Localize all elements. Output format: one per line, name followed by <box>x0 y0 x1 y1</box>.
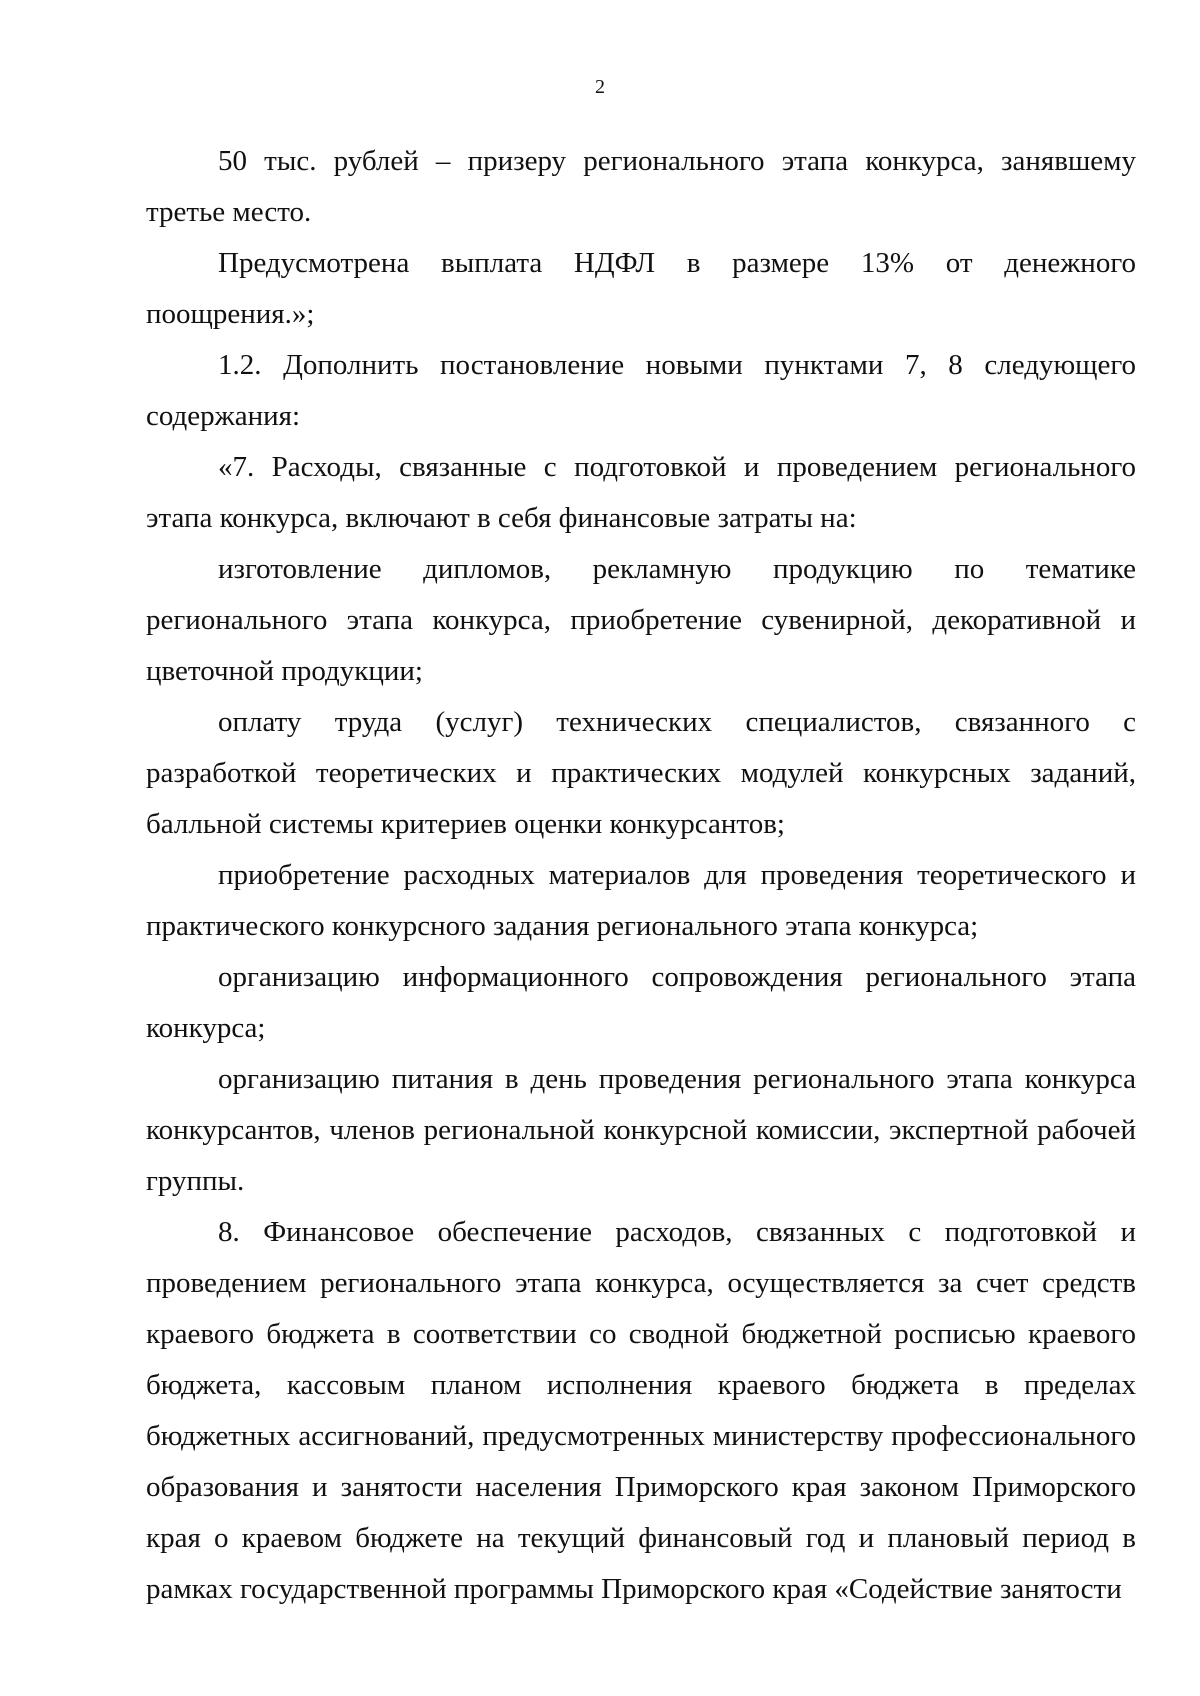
paragraph-diplomas: изготовление дипломов, рекламную продукцию по тематике регионального этапа конкурса, приобретение сувенирной, декоративной и цветочной продукции; <box>146 553 1136 687</box>
paragraph-1-2-amendment: 1.2. Дополнить постановление новыми пунктами 7, 8 следующего содержания: <box>146 349 1136 432</box>
paragraph-specialists-pay: оплату труда (услуг) технических специалистов, связанного с разработкой теоретических и практических модулей конкурсных заданий, балльной системы критериев оценки конкурсантов; <box>146 706 1136 840</box>
paragraph-prize-third-place: 50 тыс. рублей – призеру регионального этапа конкурса, занявшему третье место. <box>146 145 1136 228</box>
paragraph-7-expenses: «7. Расходы, связанные с подготовкой и проведением регионального этапа конкурса, включают в себя финансовые затраты на: <box>146 451 1136 534</box>
paragraph-info-support: организацию информационного сопровождения регионального этапа конкурса; <box>146 961 1136 1044</box>
paragraph-materials: приобретение расходных материалов для проведения теоретического и практического конкурсного задания регионального этапа конкурса; <box>146 859 1136 942</box>
paragraph-8-financing: 8. Финансовое обеспечение расходов, связанных с подготовкой и проведением регионального этапа конкурса, осуществляется за счет средств краевого бюджета в соответствии со сводной бюджетной росписью краевого бюджета, кассовым планом исполнения краевого бюджета в пределах бюджетных ассигнований, предусмотренных министерству профессионального образования и занятости населения Приморского края законом Приморского края о краевом бюджете на текущий финансовый год и плановый период в рамках государственной программы Приморского края «Содействие занятости <box>146 1216 1136 1605</box>
document-body <box>146 136 1136 1615</box>
page-number: 2 <box>595 76 605 98</box>
paragraph-ndfl-payment: Предусмотрена выплата НДФЛ в размере 13% от денежного поощрения.»; <box>146 247 1136 330</box>
paragraph-catering: организацию питания в день проведения регионального этапа конкурса конкурсантов, членов региональной конкурсной комиссии, экспертной рабочей группы. <box>146 1063 1136 1197</box>
